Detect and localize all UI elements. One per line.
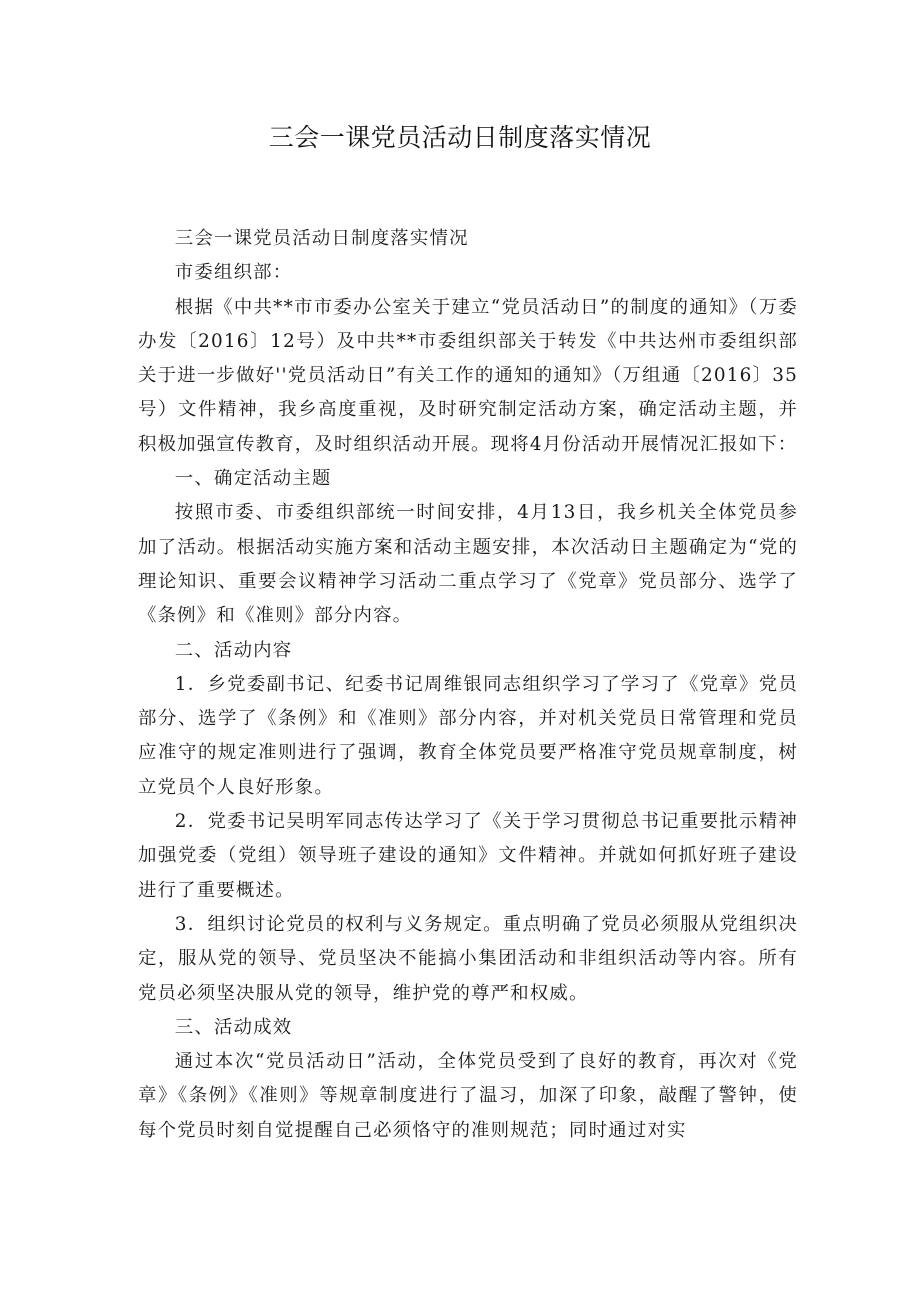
body-subtitle: 三会一课党员活动日制度落实情况 — [174, 228, 469, 249]
content-item-1: 1．乡党委副书记、纪委书记周维银同志组织学习了学习了《党章》党员部分、选学了《条例》和《准则》部分内容，并对机关党员日常管理和党员应准守的规定准则进行了强调，教育全体党员要严格准守党员规章制度，树立党员个人良好形象。 — [138, 673, 798, 798]
section-heading-2: 二、活动内容 — [174, 639, 293, 661]
section-1-paragraph: 按照市委、市委组织部统一时间安排，4月13日，我乡机关全体党员参加了活动。根据活动实施方案和活动主题安排，本次活动日主题确定为“党的理论知识、重要会议精神学习活动二重点学习了《党章》党员部分、选学了《条例》和《准则》部分内容。 — [138, 502, 798, 627]
addressee: 市委组织部： — [174, 262, 293, 284]
section-heading-3: 三、活动成效 — [174, 1016, 293, 1038]
content-item-2: 2．党委书记吴明军同志传达学习了《关于学习贯彻总书记重要批示精神加强党委（党组）领导班子建设的通知》文件精神。并就如何抓好班子建设进行了重要概述。 — [138, 811, 798, 901]
document-title: 三会一课党员活动日制度落实情况 — [268, 123, 652, 152]
intro-paragraph: 根据《中共**市市委办公室关于建立“党员活动日”的制度的通知》（万委办发〔2016〕12号）及中共**市委组织部关于转发《中共达州市委组织部关于进一步做好''党员活动日”有关工作的通知的通知》（万组通〔2016〕35号）文件精神，我乡高度重视，及时研究制定活动方案，确定活动主题，并积极加强宣传教育，及时组织活动开展。现将4月份活动开展情况汇报如下： — [138, 296, 798, 455]
section-heading-1: 一、确定活动主题 — [174, 468, 332, 490]
document-body — [138, 222, 798, 1148]
content-item-3: 3．组织讨论党员的权利与义务规定。重点明确了党员必须服从党组织决定，服从党的领导、党员坚决不能搞小集团活动和非组织活动等内容。所有党员必须坚决服从党的领导，维护党的尊严和权威。 — [138, 913, 798, 1004]
section-3-paragraph: 通过本次“党员活动日”活动，全体党员受到了良好的教育，再次对《党章》《条例》《准则》等规章制度进行了温习，加深了印象，敲醒了警钟，使每个党员时刻自觉提醒自己必须恪守的准则规范；同时通过对实 — [138, 1051, 798, 1141]
